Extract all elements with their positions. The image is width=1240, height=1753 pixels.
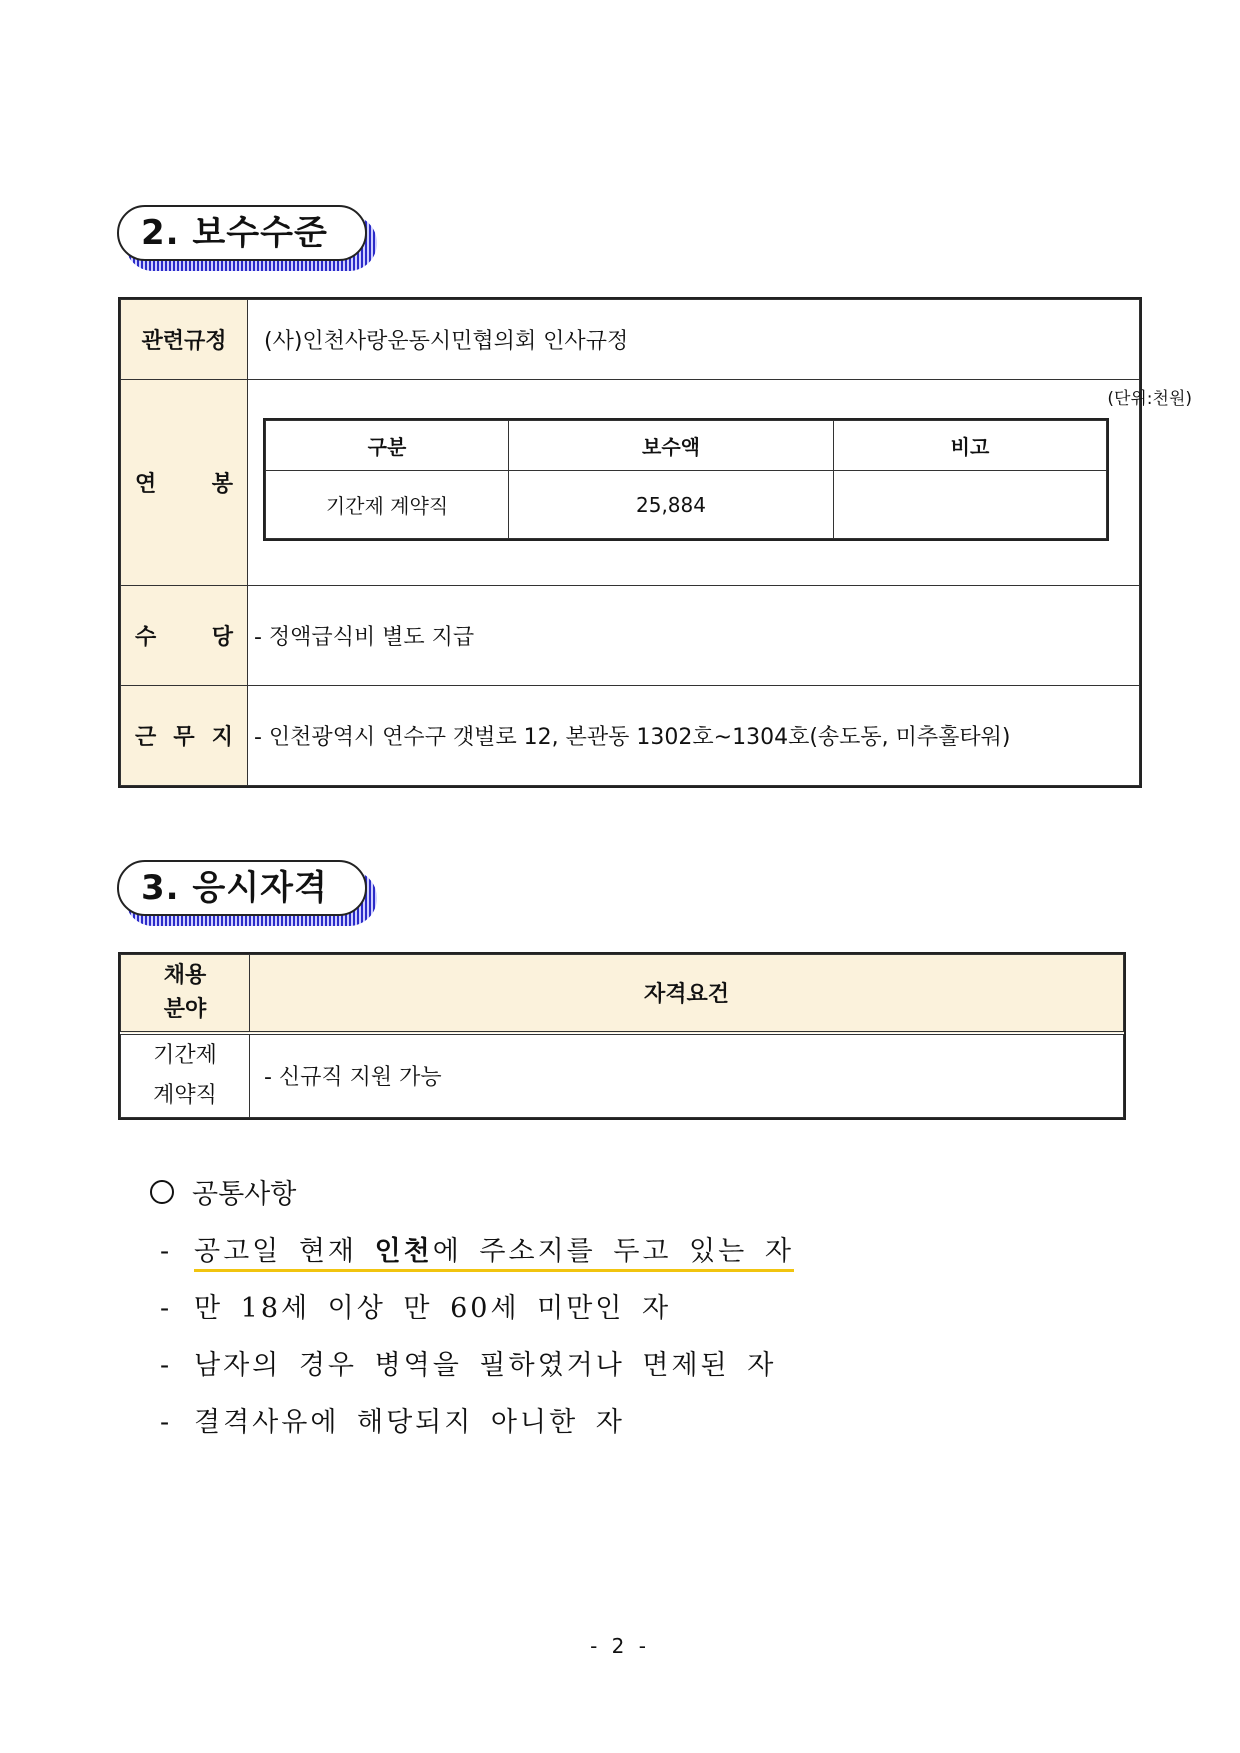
allowance-label	[121, 586, 248, 686]
regulation-value: (사)인천사랑운동시민협의회 인사규정	[248, 300, 1140, 380]
row-requirements: - 신규직 지원 가능	[250, 1033, 1124, 1118]
header-field-1: 채용	[163, 962, 207, 988]
common-item: - 결격사유에 해당되지 아니한 자	[160, 1407, 625, 1438]
section-3-heading	[117, 860, 377, 926]
allowance-label-a: 수	[135, 625, 157, 650]
common-item: - 남자의 경우 병역을 필하였거나 면제된 자	[160, 1350, 777, 1381]
common-title-row	[150, 1172, 794, 1211]
allowance-value: - 정액급식비 별도 지급	[248, 586, 1140, 686]
section-2-title: 2. 보수수준	[117, 205, 367, 261]
common-item: - 만 18세 이상 만 60세 미만인 자	[160, 1293, 672, 1324]
row-field	[121, 1033, 250, 1118]
item-text: 남자의 경우 병역을 필하였거나 면제된 자	[194, 1350, 777, 1381]
salary-info-table	[120, 299, 1140, 786]
cell-category: 기간제 계약직	[266, 471, 509, 539]
cell-amount: 25,884	[509, 471, 834, 539]
salary-label	[121, 380, 248, 586]
allowance-label-b: 당	[211, 625, 233, 650]
header-field-2: 분야	[163, 996, 207, 1022]
row-field-1: 기간제	[153, 1042, 217, 1068]
section-2-heading	[117, 205, 377, 271]
salary-amount-table	[265, 420, 1107, 539]
col-header-category: 구분	[266, 421, 509, 471]
col-header-note: 비고	[834, 421, 1107, 471]
header-field	[121, 955, 250, 1033]
header-requirements: 자격요건	[250, 955, 1124, 1033]
unit-note: (단위:천원)	[1107, 389, 1192, 409]
cell-note	[834, 471, 1107, 539]
item-text-pre: 공고일 현재	[194, 1236, 375, 1267]
item-text-post: 에 주소지를 두고 있는 자	[432, 1236, 794, 1267]
workplace-label-b: 무	[173, 725, 195, 750]
workplace-label	[121, 686, 248, 786]
col-header-amount: 보수액	[509, 421, 834, 471]
regulation-label: 관련규정	[121, 300, 248, 380]
workplace-label-a: 근	[135, 725, 157, 750]
common-title: 공통사항	[192, 1179, 297, 1210]
item-text-bold: 인천	[374, 1236, 433, 1267]
circle-bullet-icon	[150, 1180, 174, 1204]
page-number: - 2 -	[590, 1634, 650, 1658]
workplace-value: - 인천광역시 연수구 갯벌로 12, 본관동 1302호~1304호(송도동, 미추홀타워)	[248, 686, 1140, 786]
salary-label-b: 봉	[211, 472, 233, 497]
item-text: 결격사유에 해당되지 아니한 자	[194, 1407, 625, 1438]
row-field-2: 계약직	[153, 1082, 217, 1108]
salary-label-a: 연	[135, 472, 157, 497]
common-requirements	[148, 1172, 794, 1439]
qualification-table	[120, 954, 1124, 1118]
highlighted-item	[194, 1236, 794, 1272]
workplace-label-c: 지	[211, 725, 233, 750]
section-3-title: 3. 응시자격	[117, 860, 367, 916]
common-item: - 공고일 현재 인천에 주소지를 두고 있는 자	[148, 1229, 794, 1268]
item-text: 만 18세 이상 만 60세 미만인 자	[194, 1293, 672, 1324]
